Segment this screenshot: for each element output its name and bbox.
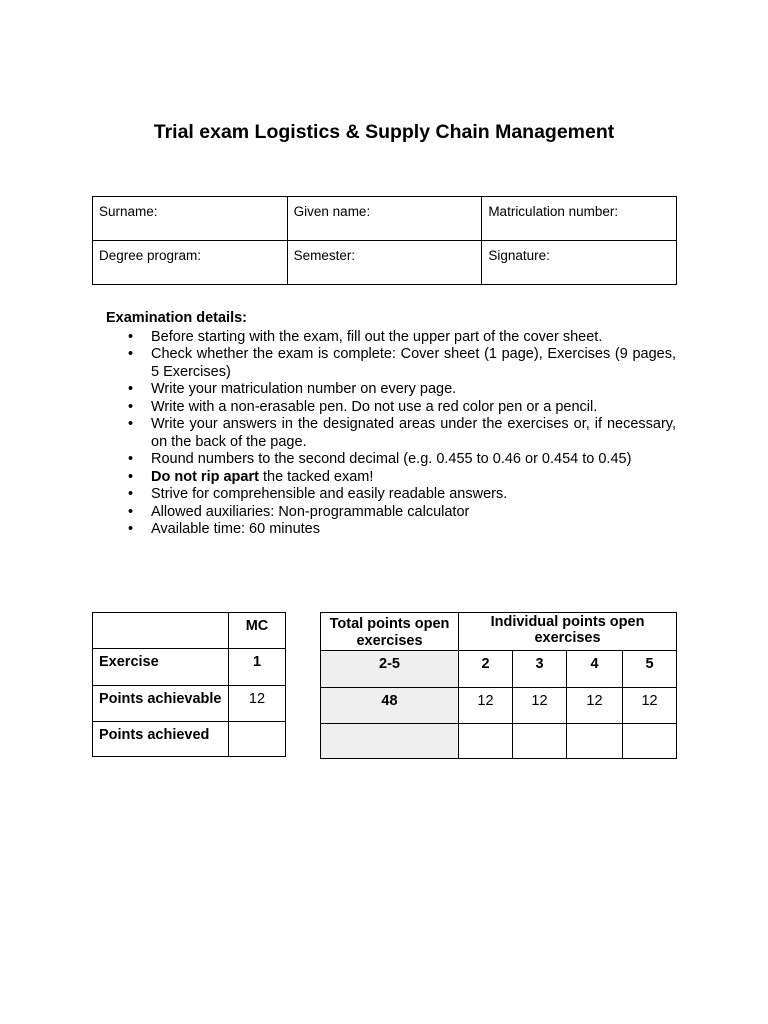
individual-points-header: Individual points open exercises [459, 613, 677, 651]
table-row [93, 686, 286, 722]
table-row [93, 722, 286, 757]
list-item [106, 346, 676, 381]
points-achievable: 12 [459, 688, 513, 724]
total-points-achieved-cell[interactable] [321, 724, 459, 759]
table-row [321, 688, 677, 724]
points-achieved-label: Points achieved [93, 722, 229, 757]
list-item [106, 486, 676, 504]
exercise-number: 3 [513, 651, 567, 688]
points-achieved-cell[interactable] [623, 724, 677, 759]
list-item-text: Allowed auxiliaries: Non-programmable calculator [151, 503, 470, 520]
points-achieved-cell[interactable] [567, 724, 623, 759]
examination-details [106, 310, 676, 539]
cover-sheet-table [92, 196, 677, 285]
table-row [321, 651, 677, 688]
bullet-icon: • [128, 328, 134, 345]
list-item-text: Write with a non-erasable pen. Do not use a red color pen or a pencil. [151, 398, 598, 415]
details-heading: Examination details: [106, 310, 248, 326]
bullet-icon: • [128, 346, 134, 362]
table-row [93, 649, 286, 686]
points-achieved-cell[interactable] [459, 724, 513, 759]
given-name-field[interactable]: Given name: [287, 197, 482, 241]
list-item-text: Before starting with the exam, fill out the upper part of the cover sheet. [151, 328, 603, 345]
list-item [106, 329, 676, 347]
table-row [321, 724, 677, 759]
points-total: 48 [321, 688, 459, 724]
semester-field[interactable]: Semester: [287, 241, 482, 285]
points-achievable: 12 [513, 688, 567, 724]
bullet-icon: • [128, 468, 134, 485]
points-achievable: 12 [623, 688, 677, 724]
list-item-text: Available time: 60 minutes [151, 521, 320, 537]
table-row [93, 613, 286, 649]
bullet-icon: • [128, 416, 134, 432]
list-item [106, 416, 676, 451]
bullet-icon: • [128, 381, 134, 397]
list-item-text: Write your matriculation number on every page. [151, 381, 457, 397]
matriculation-number-field[interactable]: Matriculation number: [482, 197, 677, 241]
page-title: Trial exam Logistics & Supply Chain Management [153, 121, 615, 143]
list-item-text: Strive for comprehensible and easily readable answers. [151, 486, 508, 502]
list-item [106, 469, 676, 487]
exercise-label: Exercise [93, 649, 229, 686]
mc-points-achievable: 12 [229, 686, 286, 722]
list-item-text: Check whether the exam is complete: Cover sheet (1 page), Exercises (9 pages, 5 Exercises) [151, 346, 676, 380]
empty-cell [93, 613, 229, 649]
list-item [106, 381, 676, 399]
list-item [106, 451, 676, 469]
bullet-icon: • [128, 398, 134, 415]
list-item-text: Round numbers to the second decimal (e.g. 0.455 to 0.46 or 0.454 to 0.45) [151, 451, 632, 467]
exercise-number: 5 [623, 651, 677, 688]
exercise-number: 4 [567, 651, 623, 688]
cover-row [93, 241, 677, 285]
exercise-number: 2 [459, 651, 513, 688]
mc-exercise-number: 1 [229, 649, 286, 686]
degree-program-field[interactable]: Degree program: [93, 241, 288, 285]
total-points-header: Total points open exercises [321, 613, 459, 651]
bullet-icon: • [128, 486, 134, 502]
bullet-icon: • [128, 521, 134, 537]
exercise-total: 2-5 [321, 651, 459, 688]
mc-points-achieved-cell[interactable] [229, 722, 286, 757]
cover-row [93, 197, 677, 241]
list-item-text: Write your answers in the designated areas under the exercises or, if necessary, on the back of the page. [151, 416, 676, 450]
bullet-icon: • [128, 451, 134, 467]
emphasis-text: Do not rip apart [151, 468, 259, 485]
signature-field[interactable]: Signature: [482, 241, 677, 285]
points-achievable: 12 [567, 688, 623, 724]
mc-points-table [92, 612, 286, 757]
points-achieved-cell[interactable] [513, 724, 567, 759]
mc-header: MC [229, 613, 286, 649]
list-item [106, 399, 676, 417]
list-item-text: the tacked exam! [258, 468, 374, 485]
list-item [106, 521, 676, 539]
table-row [321, 613, 677, 651]
details-list [106, 329, 676, 539]
bullet-icon: • [128, 503, 134, 520]
points-achievable-label: Points achievable [93, 686, 229, 722]
open-points-table [320, 612, 677, 759]
surname-field[interactable]: Surname: [93, 197, 288, 241]
list-item [106, 504, 676, 522]
